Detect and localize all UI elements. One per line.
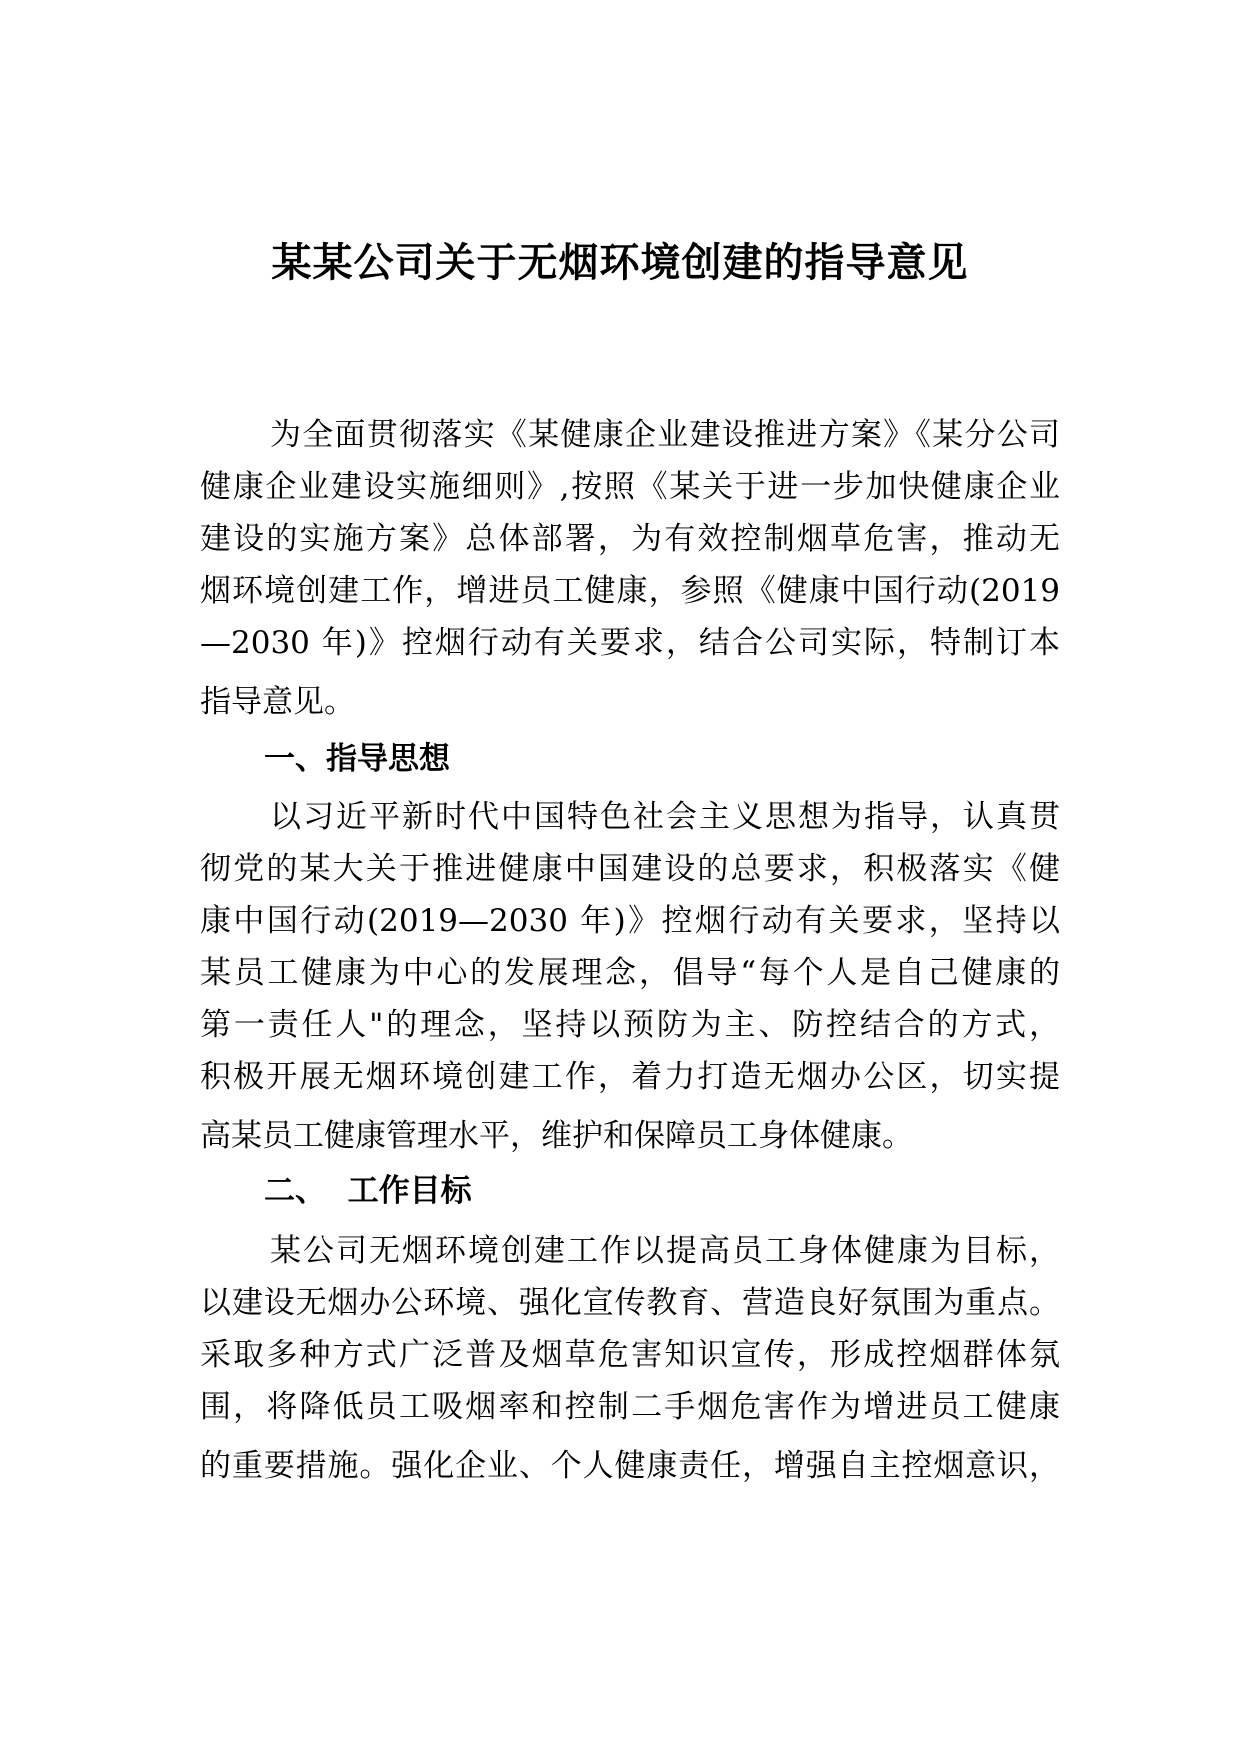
paragraph-line: 某员工健康为中心的发展理念，倡导“每个人是自己健康的 xyxy=(200,955,1060,991)
paragraph-line: 以习近平新时代中国特色社会主义思想为指导，认真贯 xyxy=(270,799,1060,835)
paragraph-line: 以建设无烟办公环境、强化宣传教育、营造良好氛围为重点。 xyxy=(200,1285,1060,1321)
document-title: 某某公司关于无烟环境创建的指导意见 xyxy=(271,240,969,286)
section-heading-guiding-ideology: 一、指导思想 xyxy=(264,741,450,777)
intro-line: 烟环境创建工作，增进员工健康，参照《健康中国行动(2019 xyxy=(200,573,1060,609)
intro-line: 健康企业建设实施细则》,按照《某关于进一步加快健康企业 xyxy=(200,469,1060,505)
paragraph-line: 某公司无烟环境创建工作以提高员工身体健康为目标， xyxy=(270,1233,1060,1269)
intro-line: 指导意见。 xyxy=(200,684,355,720)
paragraph-line: 积极开展无烟环境创建工作，着力打造无烟办公区，切实提 xyxy=(200,1059,1060,1095)
intro-line: —2030 年)》控烟行动有关要求，结合公司实际，特制订本 xyxy=(200,625,1060,661)
section-heading-work-goals: 二、 工作目标 xyxy=(264,1173,472,1209)
paragraph-line: 第一责任人"的理念，坚持以预防为主、防控结合的方式， xyxy=(200,1007,1060,1043)
intro-line: 为全面贯彻落实《某健康企业建设推进方案》《某分公司 xyxy=(270,417,1060,453)
paragraph-line: 围，将降低员工吸烟率和控制二手烟危害作为增进员工健康 xyxy=(200,1389,1060,1425)
paragraph-line: 彻党的某大关于推进健康中国建设的总要求，积极落实《健 xyxy=(200,851,1060,887)
paragraph-line: 的重要措施。强化企业、个人健康责任，增强自主控烟意识， xyxy=(200,1448,1060,1484)
paragraph-line: 采取多种方式广泛普及烟草危害知识宣传，形成控烟群体氛 xyxy=(200,1337,1060,1373)
paragraph-line: 高某员工健康管理水平，维护和保障员工身体健康。 xyxy=(200,1118,913,1154)
intro-line: 建设的实施方案》总体部署，为有效控制烟草危害，推动无 xyxy=(200,521,1060,557)
paragraph-line: 康中国行动(2019—2030 年)》控烟行动有关要求，坚持以 xyxy=(200,903,1060,939)
